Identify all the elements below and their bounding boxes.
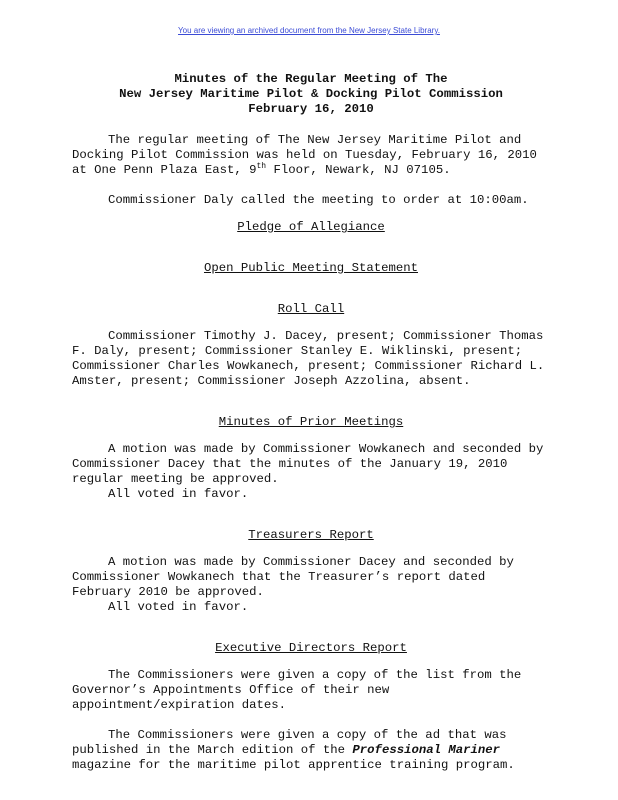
minutes-vote-line: All voted in favor. bbox=[108, 487, 249, 501]
call-to-order-paragraph: Commissioner Daly called the meeting to order at 10:00am. bbox=[108, 193, 529, 207]
document-body bbox=[72, 72, 550, 788]
title-line-2: New Jersey Maritime Pilot & Docking Pilot Commission bbox=[119, 87, 503, 101]
archive-banner-link[interactable]: You are viewing an archived document from the New Jersey State Library. bbox=[178, 26, 440, 35]
executive-paragraph-1: The Commissioners were given a copy of the list from the Governor’s Appointments Office of their new appointment/expiration dates. bbox=[72, 668, 522, 712]
heading-minutes-prior: Minutes of Prior Meetings bbox=[218, 415, 404, 429]
minutes-motion-paragraph: A motion was made by Commissioner Wowkanech and seconded by Commissioner Dacey that the minutes of the January 19, 2010 regular meeting be approved. bbox=[72, 442, 544, 486]
ordinal-suffix: th bbox=[256, 161, 267, 171]
heading-open-public-meeting: Open Public Meeting Statement bbox=[203, 261, 418, 275]
document-title bbox=[72, 72, 550, 117]
treasurers-motion-paragraph: A motion was made by Commissioner Dacey and seconded by Commissioner Wowkanech that the Treasurer’s report dated February 2010 be approved. bbox=[72, 555, 514, 599]
executive-paragraph-2: The Commissioners were given a copy of the ad that was published in the March edition of the Professional Mariner magazine for the maritime pilot apprentice training program. bbox=[72, 728, 515, 772]
roll-call-paragraph: Commissioner Timothy J. Dacey, present; Commissioner Thomas F. Daly, present; Commissioner Stanley E. Wiklinski, present; Commissioner Charles Wowkanech, present; Commissioner Richard L. Amster, present; Commissioner Joseph Azzolina, absent. bbox=[72, 329, 545, 388]
treasurers-vote-line: All voted in favor. bbox=[108, 600, 249, 614]
magazine-title: Professional Mariner bbox=[352, 743, 501, 757]
heading-roll-call: Roll Call bbox=[277, 302, 345, 316]
intro-paragraph: The regular meeting of The New Jersey Maritime Pilot and Docking Pilot Commission was held on Tuesday, February 16, 2010 at One Penn Plaza East, 9th Floor, Newark, NJ 07105. bbox=[72, 133, 537, 177]
heading-executive-directors-report: Executive Directors Report bbox=[215, 641, 407, 655]
heading-pledge: Pledge of Allegiance bbox=[237, 220, 385, 234]
title-line-3: February 16, 2010 bbox=[248, 102, 374, 116]
heading-treasurers-report: Treasurers Report bbox=[248, 528, 374, 542]
title-line-1: Minutes of the Regular Meeting of The bbox=[174, 72, 448, 86]
